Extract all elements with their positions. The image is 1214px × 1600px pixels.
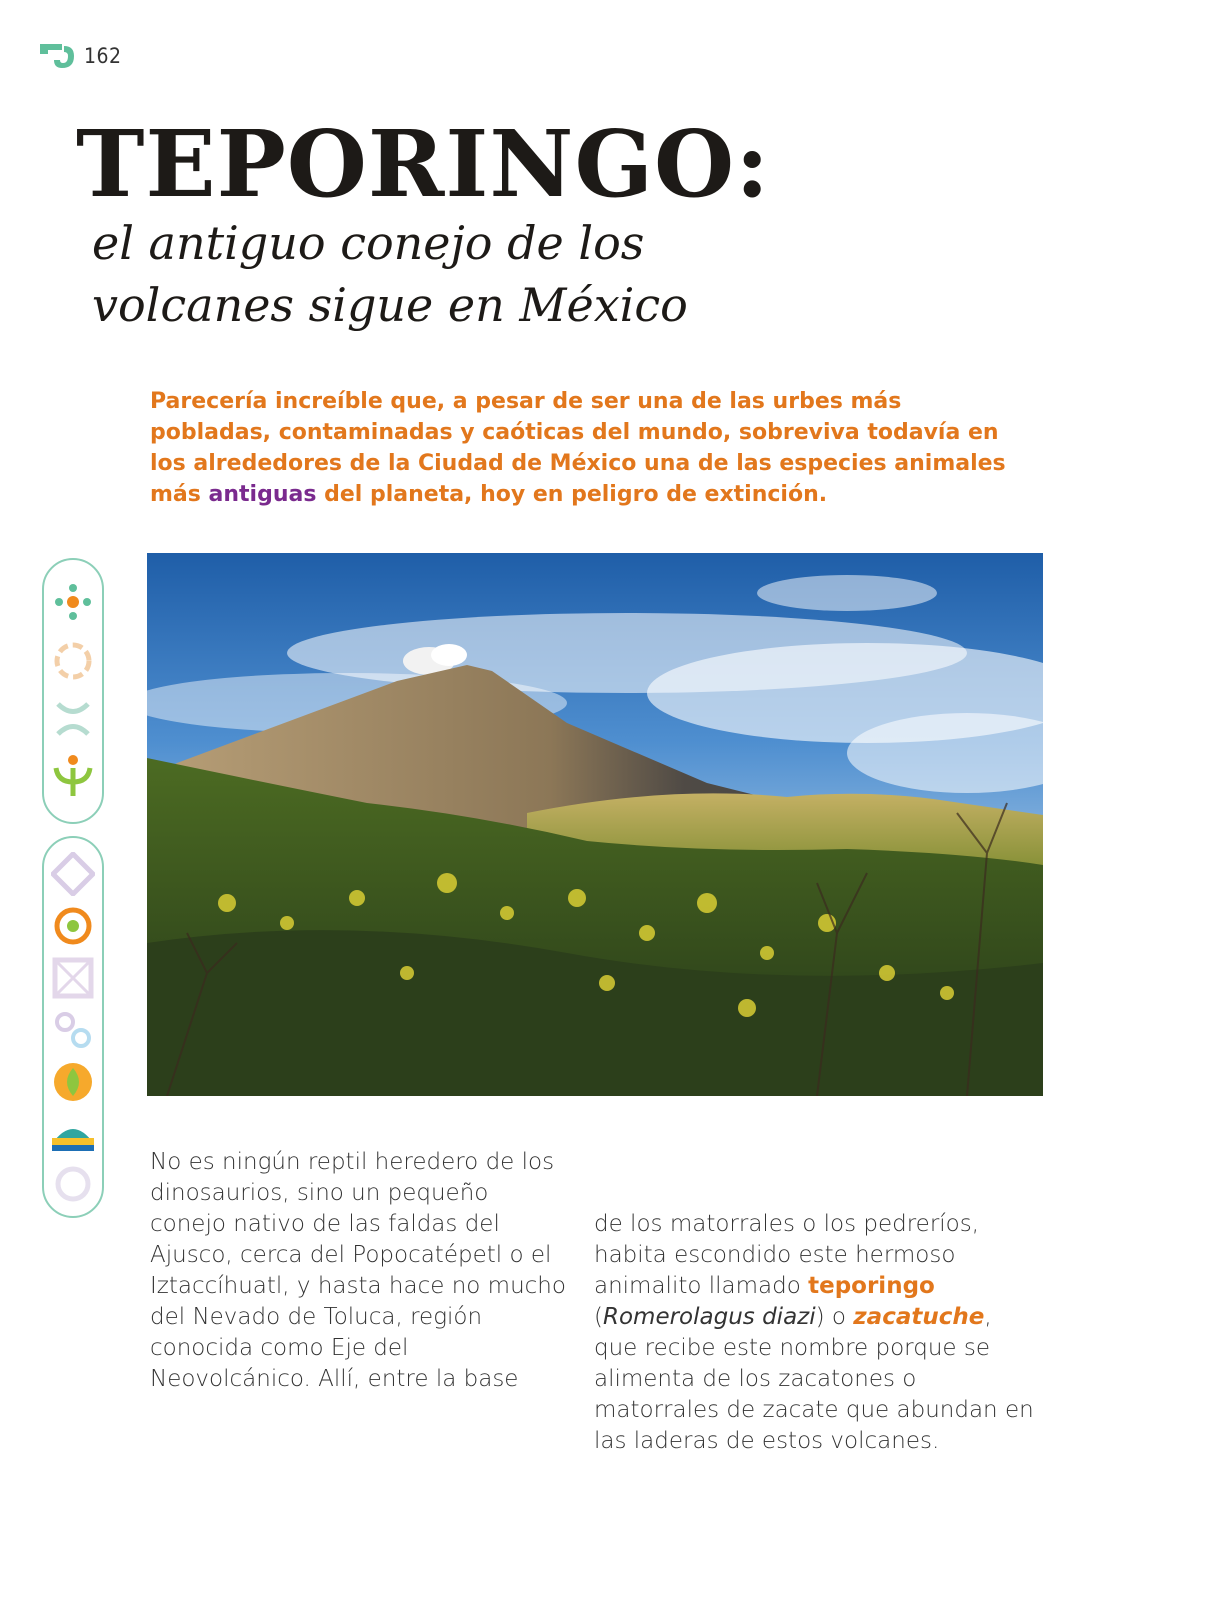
sidebar-icons-group-2 — [42, 836, 104, 1218]
faded-circle-icon — [53, 1164, 93, 1204]
term-teporingo: teporingo — [808, 1273, 935, 1299]
diamond-compass-icon — [51, 852, 95, 896]
page-number: 162 — [84, 44, 122, 68]
body-text: de los matorrales o los pedreríos, habita escondido este hermoso animalito llamado — [594, 1211, 980, 1299]
chain-links-icon — [51, 1008, 95, 1052]
dome-stripes-icon — [50, 1114, 96, 1154]
term-zacatuche: zacatuche — [853, 1304, 985, 1330]
volcano-landscape-photo — [147, 553, 1043, 1096]
body-text: ) o — [815, 1304, 854, 1330]
article-subtitle: el antiguo conejo de los volcanes sigue en México — [92, 216, 688, 332]
body-text: , que recibe este nombre porque se alimenta de los zacatones o matorrales de zacate que abundan en las laderas de estos volcanes. — [594, 1304, 1034, 1454]
community-flower-icon — [53, 582, 93, 622]
sidebar-icons-group-1 — [42, 558, 104, 824]
article-title: TEPORINGO: — [76, 110, 771, 218]
people-circle-icon — [50, 638, 96, 684]
lead-highlight: antiguas — [208, 482, 317, 507]
growing-person-icon — [50, 752, 96, 802]
page-header — [40, 40, 122, 72]
linked-people-icon — [50, 696, 96, 742]
body-paragraph-left: No es ningún reptil heredero de los dinosaurios, sino un pequeño conejo nativo de las faldas del Ajusco, cerca del Popocatépetl o el Iztaccíhuatl, y hasta hace no mucho del Nevado de Toluca, región conocida como Eje del Neovolcánico. Allí, entre la base — [150, 1149, 566, 1392]
lead-text-end: del planeta, hoy en peligro de extinción. — [316, 482, 828, 507]
square-pattern-icon — [51, 956, 95, 1000]
scientific-name: Romerolagus diazi — [602, 1304, 816, 1330]
lotus-flower-icon — [51, 1060, 95, 1104]
lead-text-start: Parecería increíble que, a pesar de ser una de las urbes más pobladas, contaminadas y caóticas del mundo, sobreviva todavía en los alrededores de la Ciudad de México una de las especies animales más — [150, 389, 1006, 507]
lead-paragraph — [150, 386, 1030, 510]
orange-ring-icon — [51, 904, 95, 948]
body-text: ( — [594, 1304, 603, 1330]
step-spiral-icon — [40, 40, 76, 72]
body-paragraph-right — [594, 1209, 1034, 1457]
